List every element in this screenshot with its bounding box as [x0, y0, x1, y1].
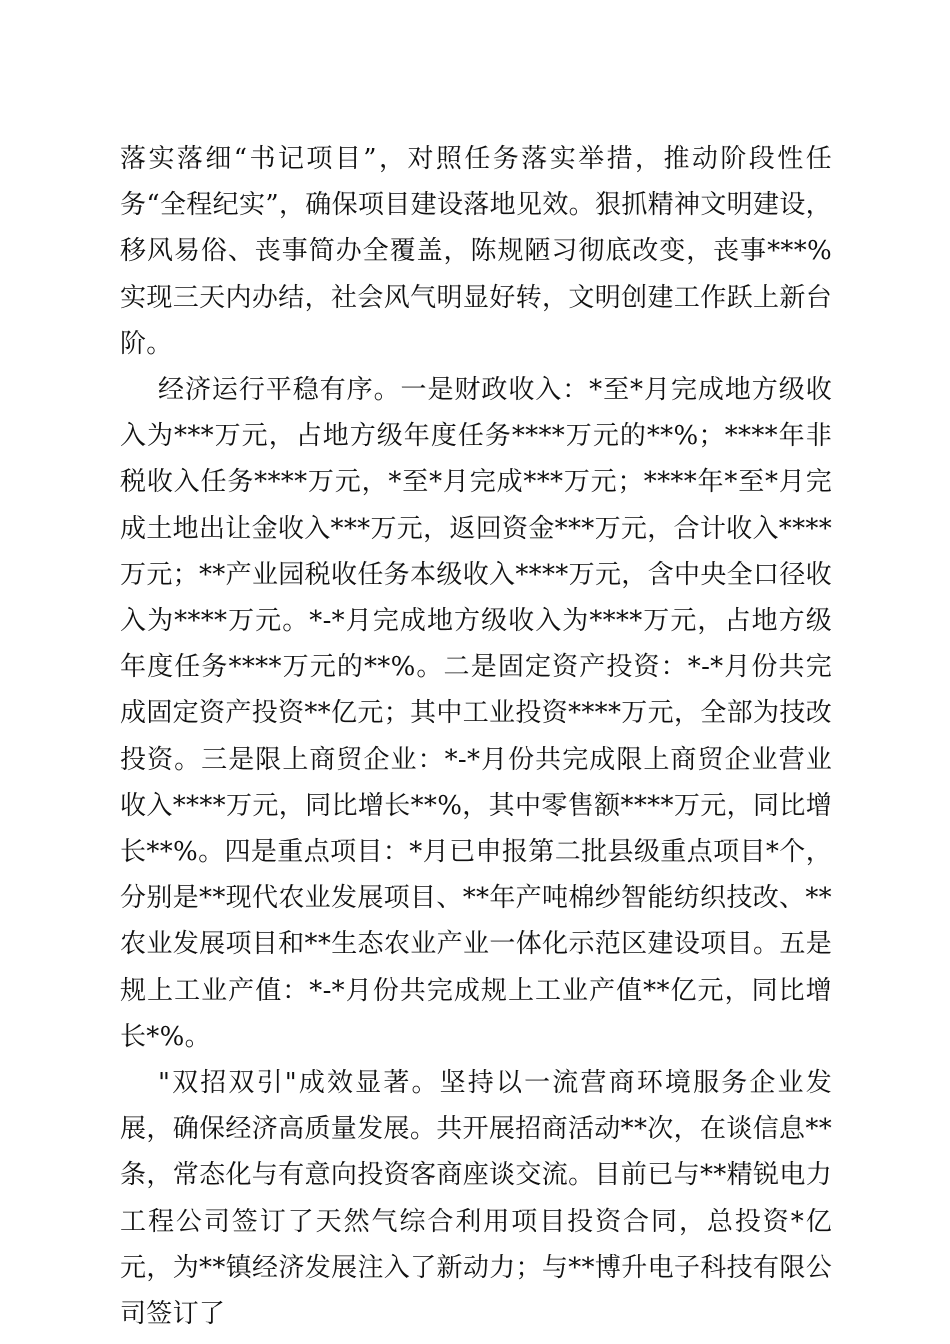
paragraph-civilization: 落实落细“书记项目”，对照任务落实举措，推动阶段性任务“全程纪实”，确保项目建设落地见效。狠抓精神文明建设，移风易俗、丧事简办全覆盖，陈规陋习彻底改变，丧事***%实现三天内办结，社会风气明显好转，文明创建工作跃上新台阶。	[120, 144, 832, 359]
paragraph-investment: "双招双引"成效显著。坚持以一流营商环境服务企业发展，确保经济高质量发展。共开展招商活动**次，在谈信息**条，常态化与有意向投资客商座谈交流。目前已与**精锐电力工程公司签订了天然气综合利用项目投资合同，总投资*亿元，为**镇经济发展注入了新动力；与**博升电子科技有限公司签订了	[120, 1068, 832, 1330]
document-body	[120, 136, 832, 1337]
paragraph-economy: 经济运行平稳有序。一是财政收入：*至*月完成地方级收入为***万元，占地方级年度任务****万元的**%；****年非税收入任务****万元，*至*月完成***万元；****年*至*月完成土地出让金收入***万元，返回资金***万元，合计收入****万元；**产业园税收任务本级收入****万元，含中央全口径收入为****万元。*-*月完成地方级收入为****万元，占地方级年度任务****万元的**%。二是固定资产投资：*-*月份共完成固定资产投资**亿元；其中工业投资****万元，全部为技改投资。三是限上商贸企业：*-*月份共完成限上商贸企业营业收入****万元，同比增长**%，其中零售额****万元，同比增长**%。四是重点项目：*月已申报第二批县级重点项目*个，分别是**现代农业发展项目、**年产吨棉纱智能纺织技改、**农业发展项目和**生态农业产业一体化示范区建设项目。五是规上工业产值：*-*月份共完成规上工业产值**亿元，同比增长*%。	[120, 375, 832, 1052]
